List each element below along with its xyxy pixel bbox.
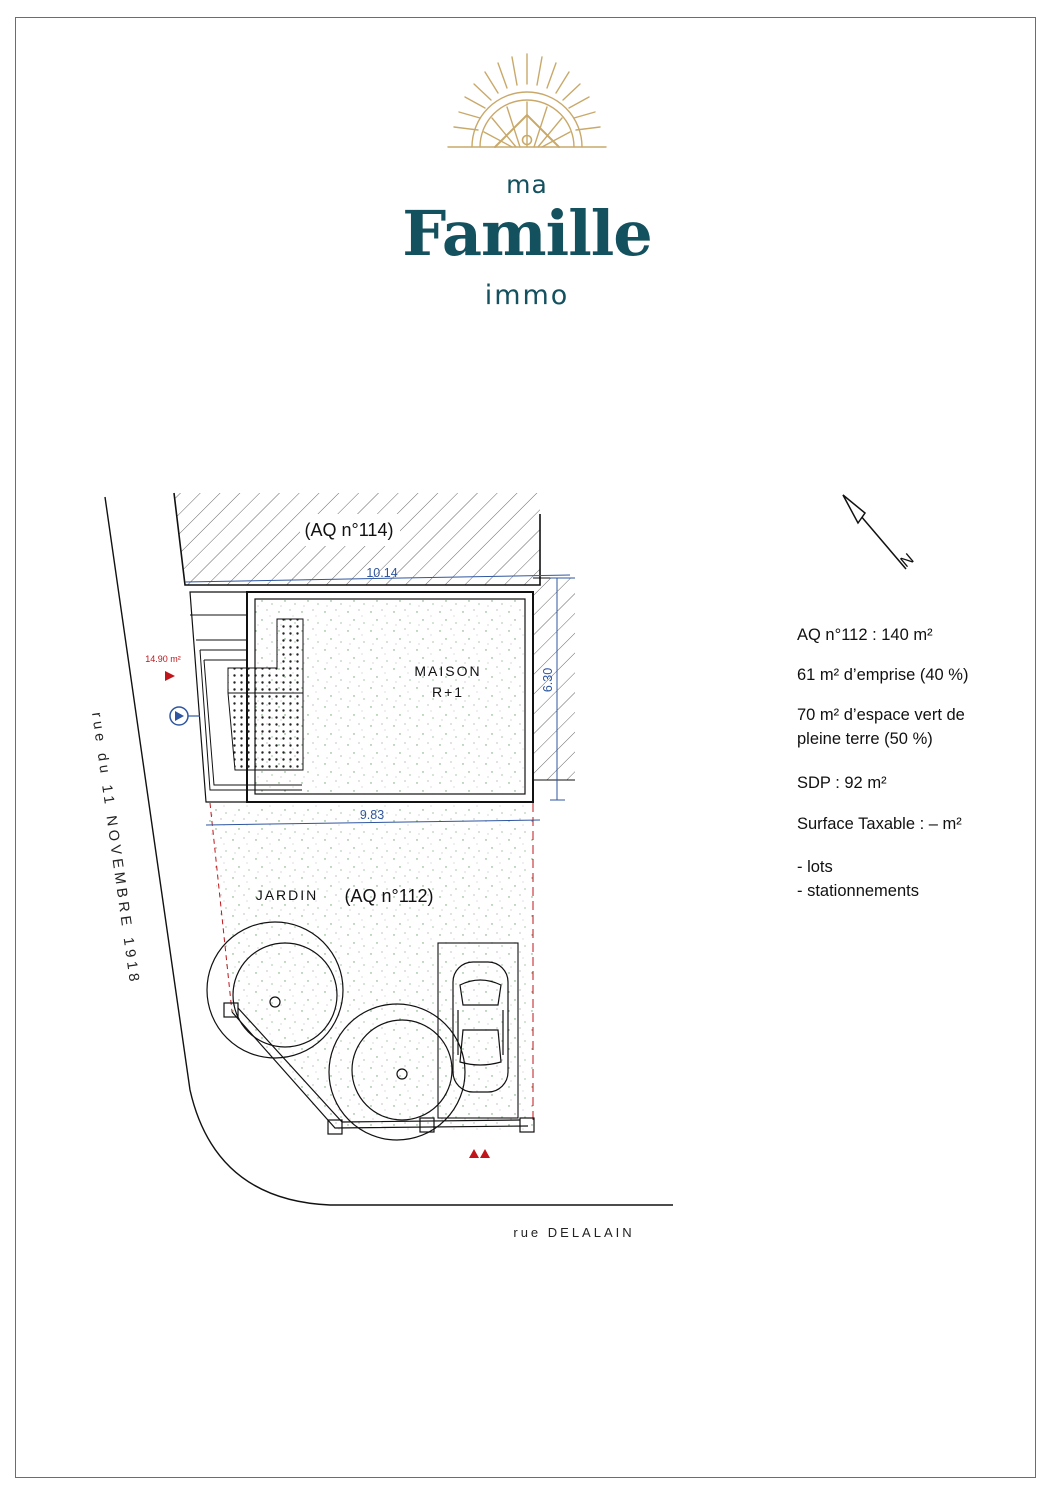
info-green-space: 70 m² d’espace vert de pleine terre (50 %) <box>797 706 965 748</box>
garden-label: JARDIN <box>255 887 319 903</box>
dimension-top: 10.14 <box>366 566 398 580</box>
area-marker-label: 14.90 m² <box>145 654 181 664</box>
vehicle-access-arrows-icon <box>469 1149 490 1158</box>
house-level-label: R+1 <box>431 684 465 700</box>
neighbor-parcel-label: (AQ n°114) <box>304 520 394 540</box>
logo-text-ma: ma <box>506 170 548 199</box>
utility-marker-icon <box>170 707 200 725</box>
house-footprint <box>190 592 533 802</box>
info-lots: - lots <box>797 858 833 876</box>
parcel-label: (AQ n°112) <box>344 886 434 906</box>
dimension-side: 6.30 <box>541 667 555 693</box>
info-parcel-area: AQ n°112 : 140 m² <box>797 626 933 644</box>
north-label: N <box>897 550 918 572</box>
street-south-label: rue DELALAIN <box>513 1225 635 1240</box>
logo-text-immo: immo <box>484 280 570 311</box>
info-parking: - stationnements <box>797 882 919 900</box>
info-sdp: SDP : 92 m² <box>797 774 887 792</box>
info-footprint: 61 m² d’emprise (40 %) <box>797 666 969 684</box>
north-arrow-icon <box>843 495 917 571</box>
neighbor-parcel-aq114 <box>174 493 540 585</box>
logo-text-famille: Famille <box>402 197 652 270</box>
street-west-label: rue du 11 NOVEMBRE 1918 <box>88 711 143 987</box>
garden-area <box>206 803 533 1130</box>
entry-arrow-icon <box>165 671 175 681</box>
house-label: MAISON <box>414 663 482 679</box>
dimension-bottom: 9.83 <box>359 808 385 822</box>
info-taxable-surface: Surface Taxable : – m² <box>797 815 962 833</box>
